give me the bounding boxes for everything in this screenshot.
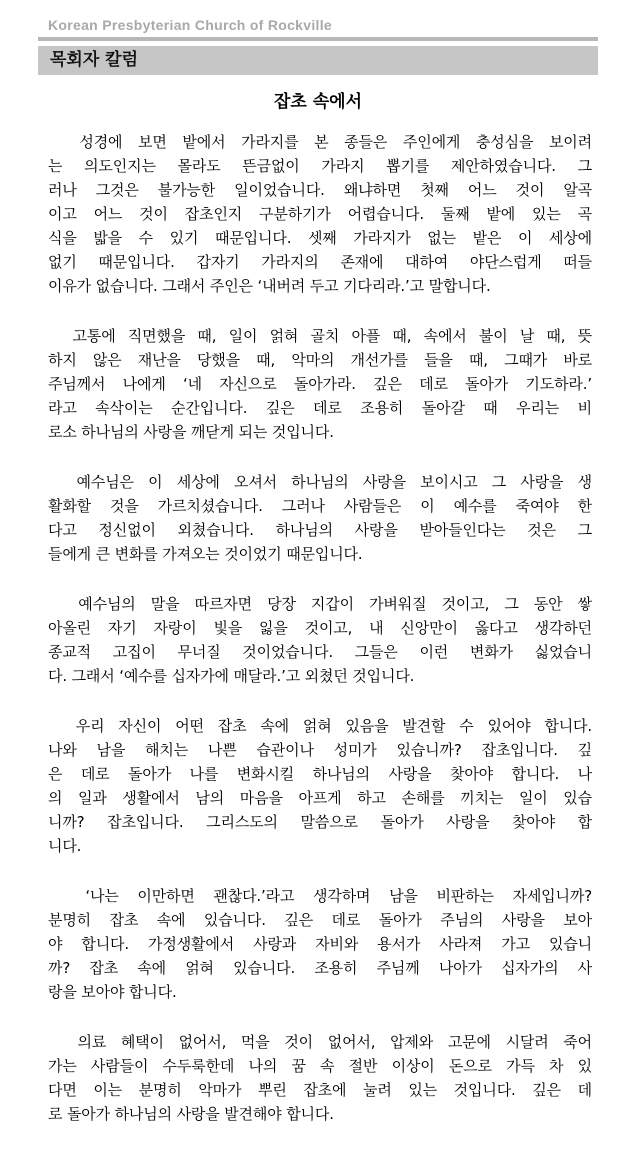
section-title: 목회자 칼럼 — [50, 50, 139, 70]
text-line: 분명히 잡초 속에 있습니다. 깊은 데로 돌아가 주님의 사랑을 보아 — [48, 911, 592, 929]
text-line: 다면 이는 분명히 악마가 뿌린 잡초에 눌려 있는 것입니다. 깊은 데 — [48, 1081, 592, 1099]
text-line: 러나 그것은 불가능한 일이었습니다. 왜냐하면 첫째 어느 것이 알곡 — [48, 181, 592, 199]
paragraph — [48, 1030, 592, 1126]
text-line: 야 합니다. 가정생활에서 사랑과 자비와 용서가 사라져 가고 있습니 — [48, 935, 592, 953]
text-line: 가는 사람들이 수두룩한데 나의 꿈 속 절반 이상이 돈으로 가득 차 있 — [48, 1057, 592, 1075]
text-line: 이유가 없습니다. 그래서 주인은 ‘내버려 두고 기다리라.’고 말합니다. — [48, 277, 491, 295]
text-line: 다고 정신없이 외쳤습니다. 하나님의 사랑을 받아들인다는 것은 그 — [48, 521, 592, 539]
paragraph — [48, 324, 592, 444]
paragraph — [48, 130, 592, 298]
text-line: 고통에 직면했을 때, 일이 얽혀 골치 아플 때, 속에서 불이 날 때, 뜻 — [48, 327, 592, 345]
text-line: 종교적 고집이 무너질 것이었습니다. 그들은 이런 변화가 싫었습니 — [48, 643, 592, 661]
text-line: 예수님의 말을 따르자면 당장 지갑이 가벼워질 것이고, 그 동안 쌓 — [48, 595, 592, 613]
text-line: 라고 속삭이는 순간입니다. 깊은 데로 조용히 돌아갈 때 우리는 비 — [48, 399, 592, 417]
text-line: 식을 밟을 수 있기 때문입니다. 셋째 가라지가 없는 밭은 이 세상에 — [48, 229, 592, 247]
paragraph — [48, 470, 592, 566]
text-line: 니까? 잡초입니다. 그리스도의 말씀으로 돌아가 사랑을 찾아야 합 — [48, 813, 592, 831]
text-line: 로 돌아가 하나님의 사랑을 발견해야 합니다. — [48, 1105, 334, 1123]
paragraph — [48, 714, 592, 858]
paragraph — [48, 592, 592, 688]
text-line: 랑을 보아야 합니다. — [48, 983, 177, 1001]
text-line: ‘나는 이만하면 괜찮다.’라고 생각하며 남을 비판하는 자세입니까? — [48, 887, 592, 905]
section-banner — [38, 46, 598, 75]
text-line: 로소 하나님의 사랑을 깨닫게 되는 것입니다. — [48, 423, 334, 441]
text-line: 들에게 큰 변화를 가져오는 것이었기 때문입니다. — [48, 545, 363, 563]
text-line: 예수님은 이 세상에 오셔서 하나님의 사랑을 보이시고 그 사랑을 생 — [48, 473, 592, 491]
paragraph — [48, 884, 592, 1004]
column-title: 잡초 속에서 — [273, 92, 363, 112]
text-line: 주님께서 나에게 ‘네 자신으로 돌아가라. 깊은 데로 돌아가 기도하라.’ — [48, 375, 592, 393]
text-line: 없기 때문입니다. 갑자기 가라지의 존재에 대하여 야단스럽게 떠들 — [48, 253, 592, 271]
church-name-header: Korean Presbyterian Church of Rockville — [48, 17, 333, 33]
text-line: 아올린 자기 자랑이 빛을 잃을 것이고, 내 신앙만이 옳다고 생각하던 — [48, 619, 592, 637]
header-divider — [38, 37, 598, 41]
column-body — [48, 130, 592, 1152]
text-line: 이고 어느 것이 잡초인지 구분하기가 어렵습니다. 둘째 밭에 있는 곡 — [48, 205, 592, 223]
text-line: 의료 혜택이 없어서, 먹을 것이 없어서, 압제와 고문에 시달려 죽어 — [48, 1033, 592, 1051]
text-line: 니다. — [48, 837, 82, 855]
text-line: 는 의도인지는 몰라도 뜬금없이 가라지 뽑기를 제안하였습니다. 그 — [48, 157, 592, 175]
text-line: 성경에 보면 밭에서 가라지를 본 종들은 주인에게 충성심을 보이려 — [48, 133, 592, 151]
text-line: 나와 남을 해치는 나쁜 습관이나 성미가 있습니까? 잡초입니다. 깊 — [48, 741, 592, 759]
text-line: 활화할 것을 가르치셨습니다. 그러나 사람들은 이 예수를 죽여야 한 — [48, 497, 592, 515]
text-line: 다. 그래서 ‘예수를 십자가에 매달라.’고 외쳤던 것입니다. — [48, 667, 415, 685]
text-line: 우리 자신이 어떤 잡초 속에 얽혀 있음을 발견할 수 있어야 합니다. — [48, 717, 592, 735]
text-line: 하지 않은 재난을 당했을 때, 악마의 개선가를 들을 때, 그때가 바로 — [48, 351, 592, 369]
text-line: 은 데로 돌아가 나를 변화시킬 하나님의 사랑을 찾아야 합니다. 나 — [48, 765, 592, 783]
text-line: 의 일과 생활에서 남의 마음을 아프게 하고 손해를 끼치는 일이 있습 — [48, 789, 592, 807]
text-line: 까? 잡초 속에 얽혀 있습니다. 조용히 주님께 나아가 십자가의 사 — [48, 959, 592, 977]
